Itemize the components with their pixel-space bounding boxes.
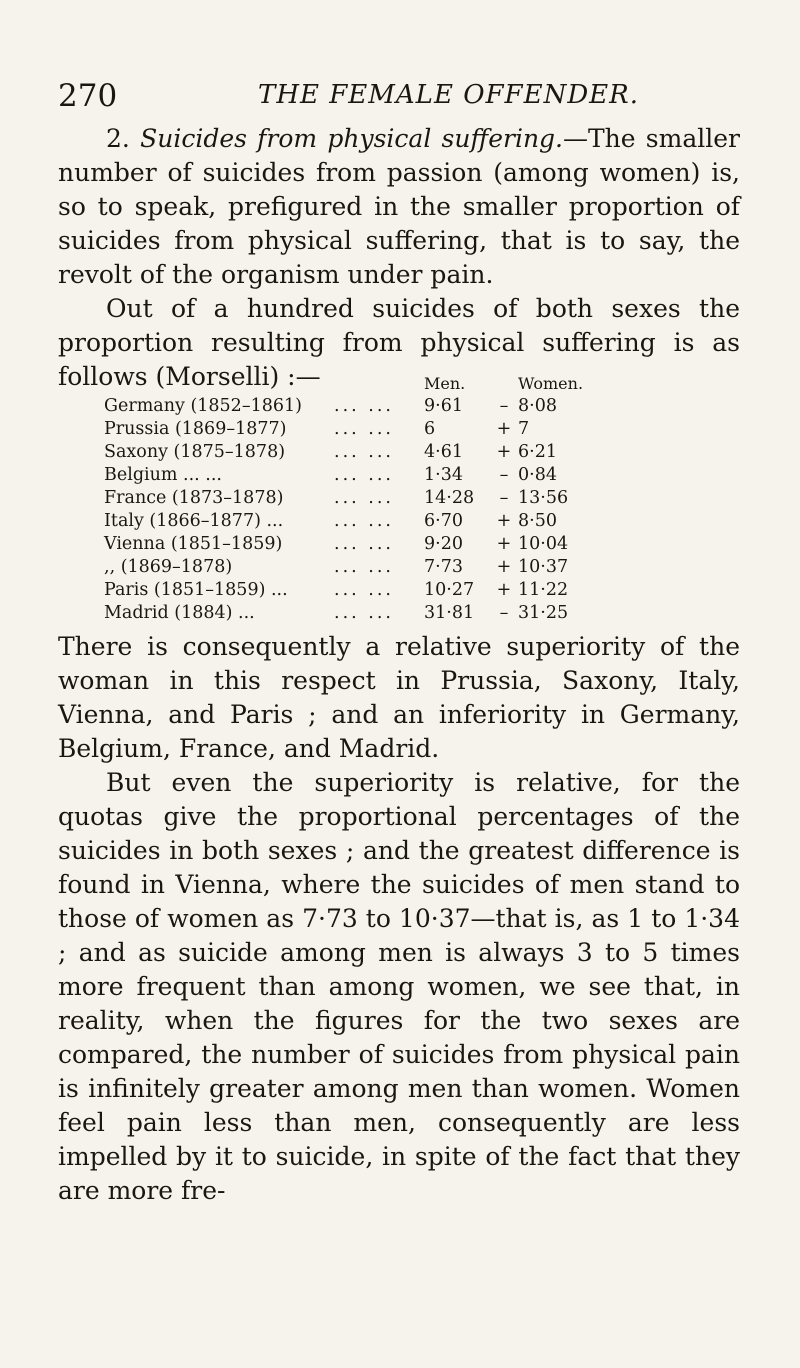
row-place: Paris (1851–1859) ... [104, 580, 288, 600]
paragraph-4: But even the superiority is relative, for the quotas give the proportional percentages of the suicides in both sexes ; and the greatest difference is found in Vienna, where the suicides of men stand to those of women as 7·73 to 10·37—that is, as 1 to 1·34 ; and as suicide among men is always 3 to 5 times more frequent than among women, we see that, in reality, when the figures for the two sexes are compared, the number of suicides from physical pain is infinitely greater among men than women. Women feel pain less than men, consequently are less impelled by it to suicide, in spite of the fact that they are more fre- [58, 768, 740, 1205]
row-women: 13·56 [518, 488, 569, 508]
row-place: France (1873–1878) [104, 488, 284, 508]
row-sign: + [496, 442, 512, 462]
table-row [104, 464, 684, 487]
section-number: 2. [106, 124, 130, 153]
row-men: 31·81 [424, 603, 475, 623]
row-place: Belgium ... ... [104, 465, 222, 485]
paragraph-2: Out of a hundred suicides of both sexes the proportion resulting from physical suffering is as follows (Morselli) :— [58, 294, 740, 391]
row-place: ,, (1869–1878) [104, 557, 233, 577]
table-row [104, 510, 684, 533]
row-men: 6·70 [424, 511, 463, 531]
row-women: 0·84 [518, 465, 557, 485]
table-body [104, 395, 684, 625]
running-title: THE FEMALE OFFENDER. [258, 80, 639, 110]
row-men: 1·34 [424, 465, 463, 485]
table-row [104, 395, 684, 418]
row-place: Vienna (1851–1859) [104, 534, 283, 554]
row-sign: – [499, 603, 509, 623]
table-row [104, 533, 684, 556]
column-men: Men. [424, 374, 466, 393]
row-men: 6 [424, 419, 436, 439]
body-text [58, 630, 740, 1208]
row-women: 8·08 [518, 396, 557, 416]
row-women: 11·22 [518, 580, 569, 600]
row-leader: ... ... [334, 534, 394, 554]
table-row [104, 602, 684, 625]
table-row [104, 556, 684, 579]
intro-text: —The smaller number of suicides from passion (among women) is, so to speak, prefigured in the smaller proportion of suicides from physical suffering, that is to say, the revolt of the organism under pain. [58, 124, 740, 289]
page-number: 270 [58, 78, 118, 114]
row-sign: + [496, 511, 512, 531]
intro-paragraph [58, 122, 740, 292]
column-women: Women. [518, 374, 584, 393]
row-sign: + [496, 580, 512, 600]
row-men: 7·73 [424, 557, 463, 577]
row-leader: ... ... [334, 603, 394, 623]
row-place: Madrid (1884) ... [104, 603, 255, 623]
row-sign: + [496, 419, 512, 439]
row-sign: + [496, 557, 512, 577]
row-place: Saxony (1875–1878) [104, 442, 286, 462]
row-leader: ... ... [334, 396, 394, 416]
table-row [104, 579, 684, 602]
row-men: 4·61 [424, 442, 463, 462]
row-women: 8·50 [518, 511, 557, 531]
row-sign: + [496, 534, 512, 554]
row-sign: – [499, 396, 509, 416]
row-women: 10·04 [518, 534, 569, 554]
section-intro [58, 122, 740, 394]
section-heading: Suicides from physical suffering. [140, 124, 563, 153]
row-leader: ... ... [334, 488, 394, 508]
row-place: Italy (1866–1877) ... [104, 511, 284, 531]
table-row [104, 418, 684, 441]
row-leader: ... ... [334, 511, 394, 531]
paragraph-3: There is consequently a relative superiority of the woman in this respect in Prussia, Saxony, Italy, Vienna, and Paris ; and an inferiority in Germany, Belgium, France, and Madrid. [58, 632, 740, 763]
table-row [104, 441, 684, 464]
suicide-proportion-table [104, 372, 684, 625]
row-men: 10·27 [424, 580, 475, 600]
row-women: 6·21 [518, 442, 557, 462]
row-place: Prussia (1869–1877) [104, 419, 287, 439]
row-leader: ... ... [334, 442, 394, 462]
row-leader: ... ... [334, 580, 394, 600]
page-header [58, 78, 748, 114]
row-women: 7 [518, 419, 530, 439]
row-men: 9·20 [424, 534, 463, 554]
row-leader: ... ... [334, 419, 394, 439]
row-sign: – [499, 465, 509, 485]
row-women: 31·25 [518, 603, 569, 623]
row-men: 14·28 [424, 488, 475, 508]
table-row [104, 487, 684, 510]
table-header [104, 372, 684, 395]
row-leader: ... ... [334, 465, 394, 485]
row-leader: ... ... [334, 557, 394, 577]
row-men: 9·61 [424, 396, 463, 416]
row-place: Germany (1852–1861) [104, 396, 302, 416]
row-women: 10·37 [518, 557, 569, 577]
row-sign: – [499, 488, 509, 508]
